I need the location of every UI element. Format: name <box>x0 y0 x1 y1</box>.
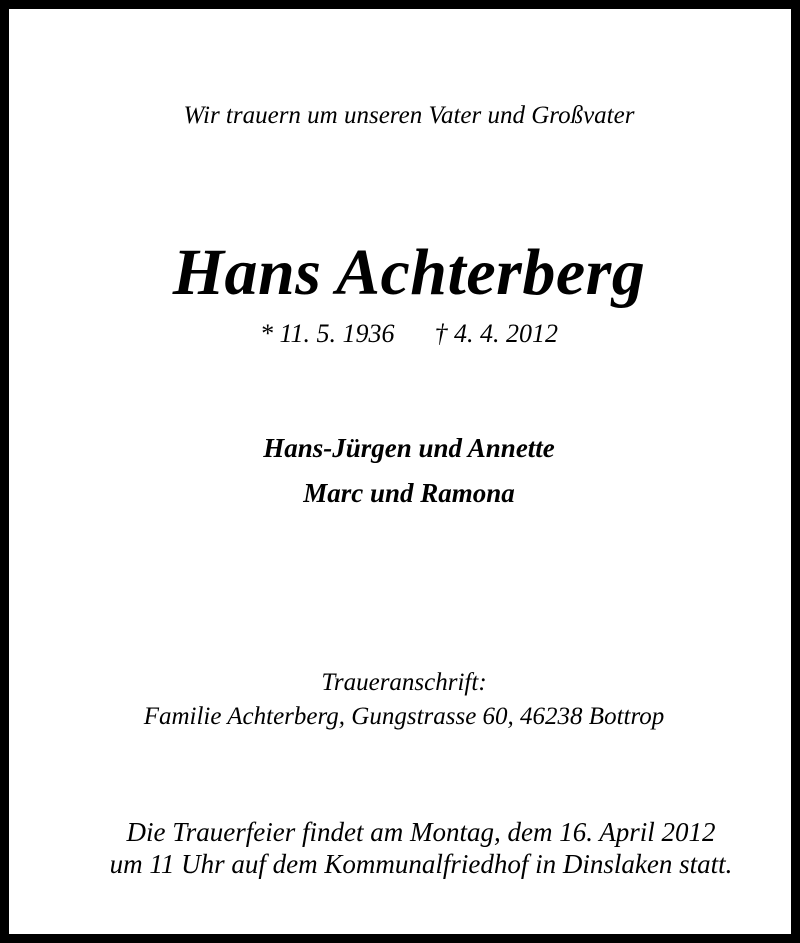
funeral-info-line: um 11 Uhr auf dem Kommunalfriedhof in Dinslaken statt. <box>109 849 733 879</box>
birth-date: * 11. 5. 1936 <box>259 319 395 348</box>
address-label: Traueranschrift: <box>321 669 487 696</box>
funeral-info-line: Die Trauerfeier findet am Montag, dem 16. April 2012 <box>126 817 716 847</box>
life-dates <box>9 319 800 349</box>
mourner-line: Marc und Ramona <box>303 478 515 508</box>
deceased-name: Hans Achterberg <box>172 236 646 309</box>
intro-text: Wir trauern um unseren Vater und Großvater <box>183 102 635 129</box>
mourner-line: Hans-Jürgen und Annette <box>263 433 555 463</box>
death-date: † 4. 4. 2012 <box>434 319 559 348</box>
mourning-address: Familie Achterberg, Gungstrasse 60, 46238 Bottrop <box>143 703 665 730</box>
